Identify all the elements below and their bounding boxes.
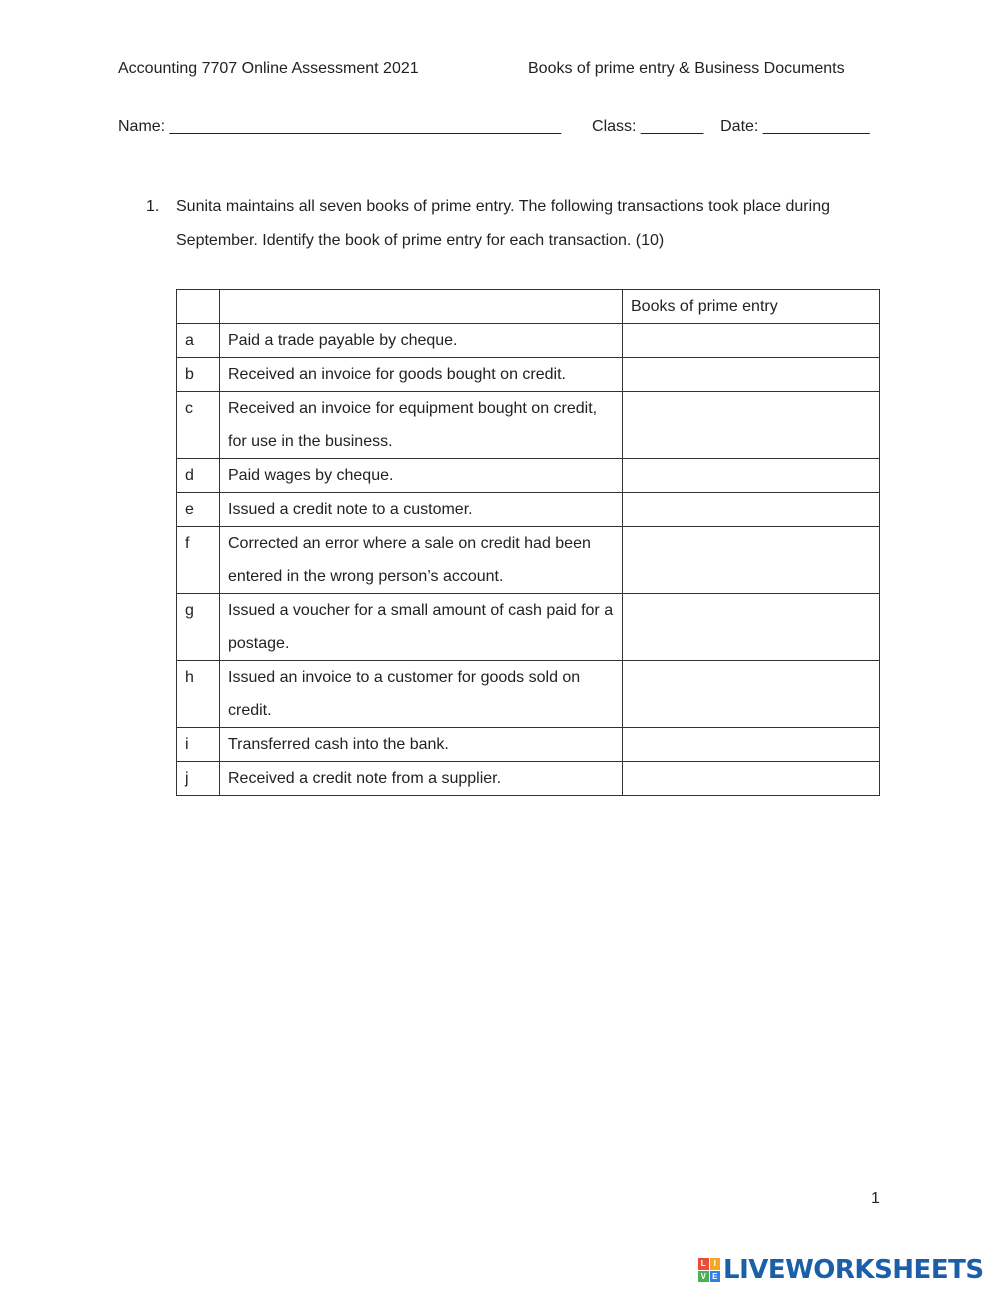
row-transaction: Paid wages by cheque. [220,459,623,493]
table-row [177,527,880,594]
class-label: Class: [592,118,641,135]
row-answer-cell[interactable] [623,527,880,594]
table-row [177,493,880,527]
row-answer-cell[interactable] [623,762,880,796]
logo-tile-i: I [710,1258,721,1270]
header-topic-title: Books of prime entry & Business Documents [528,60,845,77]
table-row [177,392,880,459]
row-answer-cell[interactable] [623,392,880,459]
row-answer-cell[interactable] [623,661,880,728]
row-transaction: Corrected an error where a sale on credit had been entered in the wrong person’s account. [220,527,623,594]
table-row [177,661,880,728]
question-text: Sunita maintains all seven books of prime entry. The following transactions took place during September. Identify the book of prime entry for each transaction. (10) [176,198,830,249]
row-transaction: Received a credit note from a supplier. [220,762,623,796]
row-letter: i [177,728,220,762]
student-fields [118,118,870,136]
header-cell-books: Books of prime entry [623,290,880,324]
row-answer-cell[interactable] [623,324,880,358]
table-row [177,459,880,493]
row-letter: h [177,661,220,728]
header-cell-transaction [220,290,623,324]
row-letter: j [177,762,220,796]
row-letter: g [177,594,220,661]
row-answer-cell[interactable] [623,459,880,493]
date-label: Date: [720,118,763,135]
row-transaction: Paid a trade payable by cheque. [220,324,623,358]
name-label: Name: [118,118,170,135]
question-number: 1. [146,198,160,215]
row-letter: f [177,527,220,594]
name-blank[interactable]: ____________________________________________ [169,118,562,135]
row-transaction: Received an invoice for equipment bought on credit, for use in the business. [220,392,623,459]
liveworksheets-logo [698,1255,984,1285]
date-blank[interactable]: ____________ [762,118,870,135]
row-transaction: Issued a credit note to a customer. [220,493,623,527]
header-cell-letter [177,290,220,324]
row-transaction: Received an invoice for goods bought on credit. [220,358,623,392]
page-number: 1 [871,1190,880,1207]
row-answer-cell[interactable] [623,358,880,392]
row-transaction: Issued an invoice to a customer for goods sold on credit. [220,661,623,728]
row-letter: c [177,392,220,459]
row-answer-cell[interactable] [623,594,880,661]
logo-tile-l: L [698,1258,709,1270]
row-answer-cell[interactable] [623,493,880,527]
header-course-title: Accounting 7707 Online Assessment 2021 [118,60,419,77]
logo-tile-e: E [710,1271,721,1283]
row-answer-cell[interactable] [623,728,880,762]
row-transaction: Transferred cash into the bank. [220,728,623,762]
liveworksheets-logo-icon [698,1258,720,1282]
row-letter: d [177,459,220,493]
class-blank[interactable]: _______ [640,118,704,135]
row-letter: a [177,324,220,358]
row-transaction: Issued a voucher for a small amount of cash paid for a postage. [220,594,623,661]
table-row [177,358,880,392]
transactions-table [176,289,880,796]
row-letter: e [177,493,220,527]
liveworksheets-brand-text: LIVEWORKSHEETS [723,1255,984,1285]
table-row [177,762,880,796]
logo-tile-v: V [698,1271,709,1283]
row-letter: b [177,358,220,392]
table-row [177,728,880,762]
table-header-row [177,290,880,324]
question-1 [146,190,866,258]
table-row [177,324,880,358]
table-row [177,594,880,661]
